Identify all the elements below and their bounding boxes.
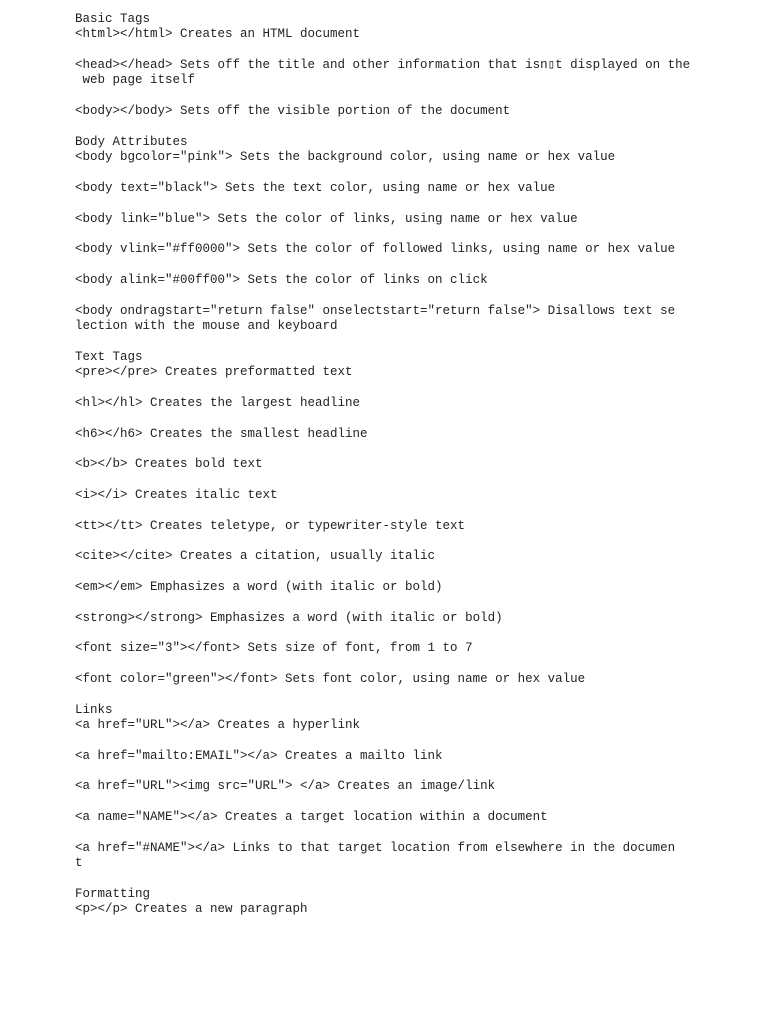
entry-spacer xyxy=(75,764,690,779)
tag-entry-line: <a href="mailto:EMAIL"></a> Creates a mailto link xyxy=(75,748,443,763)
entry-spacer xyxy=(75,795,690,810)
tag-entry-line: <a href="URL"></a> Creates a hyperlink xyxy=(75,718,361,733)
tag-entry-line: <tt></tt> Creates teletype, or typewriter-style text xyxy=(75,518,466,533)
tag-entry-line: <body></body> Sets off the visible portion of the document xyxy=(75,104,511,119)
section-heading: Body Attributes xyxy=(75,134,188,149)
section-spacer xyxy=(75,334,690,349)
entry-spacer xyxy=(75,381,690,396)
section-heading: Text Tags xyxy=(75,349,143,364)
tag-entry-line: <body alink="#00ff00"> Sets the color of links on click xyxy=(75,272,488,287)
tag-entry-line: t xyxy=(75,856,83,871)
tag-entry-line: <body link="blue"> Sets the color of links, using name or hex value xyxy=(75,211,578,226)
tag-entry-line: <body text="black"> Sets the text color, using name or hex value xyxy=(75,180,556,195)
entry-spacer xyxy=(75,534,690,549)
tag-entry-line: <em></em> Emphasizes a word (with italic or bold) xyxy=(75,579,443,594)
entry-spacer xyxy=(75,657,690,672)
tag-entry-line: <i></i> Creates italic text xyxy=(75,487,278,502)
entry-spacer xyxy=(75,411,690,426)
entry-spacer xyxy=(75,595,690,610)
tag-entry-line: <h6></h6> Creates the smallest headline xyxy=(75,426,368,441)
tag-entry-line: <font color="green"></font> Sets font color, using name or hex value xyxy=(75,672,586,687)
section-spacer xyxy=(75,872,690,887)
entry-spacer xyxy=(75,288,690,303)
tag-entry-line: <a href="URL"><img src="URL"> </a> Creates an image/link xyxy=(75,779,496,794)
section-heading: Formatting xyxy=(75,886,151,901)
tag-entry-line: <b></b> Creates bold text xyxy=(75,457,263,472)
tag-entry-line: <strong></strong> Emphasizes a word (with italic or bold) xyxy=(75,610,503,625)
tag-entry-line: <pre></pre> Creates preformatted text xyxy=(75,365,353,380)
entry-spacer xyxy=(75,503,690,518)
entry-spacer xyxy=(75,442,690,457)
tag-entry-line: <body ondragstart="return false" onselectstart="return false"> Disallows text se xyxy=(75,303,676,318)
tag-entry-line: <hl></hl> Creates the largest headline xyxy=(75,395,361,410)
tag-entry-line: <body bgcolor="pink"> Sets the background color, using name or hex value xyxy=(75,150,616,165)
tag-entry-line: <head></head> Sets off the title and other information that isn▯t displayed on the xyxy=(75,58,691,73)
entry-spacer xyxy=(75,826,690,841)
entry-spacer xyxy=(75,733,690,748)
tag-entry-line: <cite></cite> Creates a citation, usually italic xyxy=(75,549,436,564)
entry-spacer xyxy=(75,258,690,273)
tag-entry-line: <a name="NAME"></a> Creates a target location within a document xyxy=(75,810,548,825)
tag-entry-line: <body vlink="#ff0000"> Sets the color of followed links, using name or hex value xyxy=(75,242,676,257)
entry-spacer xyxy=(75,89,690,104)
tag-entry-line: <font size="3"></font> Sets size of font, from 1 to 7 xyxy=(75,641,473,656)
tag-entry-line: web page itself xyxy=(75,73,196,88)
tag-entry-line: <html></html> Creates an HTML document xyxy=(75,27,361,42)
tag-entry-line: <a href="#NAME"></a> Links to that target location from elsewhere in the documen xyxy=(75,840,676,855)
document-body xyxy=(75,12,690,918)
section-heading: Basic Tags xyxy=(75,12,151,26)
tag-entry-line: lection with the mouse and keyboard xyxy=(75,319,338,334)
section-heading: Links xyxy=(75,702,113,717)
entry-spacer xyxy=(75,196,690,211)
entry-spacer xyxy=(75,43,690,58)
entry-spacer xyxy=(75,565,690,580)
entry-spacer xyxy=(75,166,690,181)
entry-spacer xyxy=(75,626,690,641)
section-spacer xyxy=(75,120,690,135)
entry-spacer xyxy=(75,227,690,242)
tag-entry-line: <p></p> Creates a new paragraph xyxy=(75,902,308,917)
section-spacer xyxy=(75,687,690,702)
entry-spacer xyxy=(75,473,690,488)
